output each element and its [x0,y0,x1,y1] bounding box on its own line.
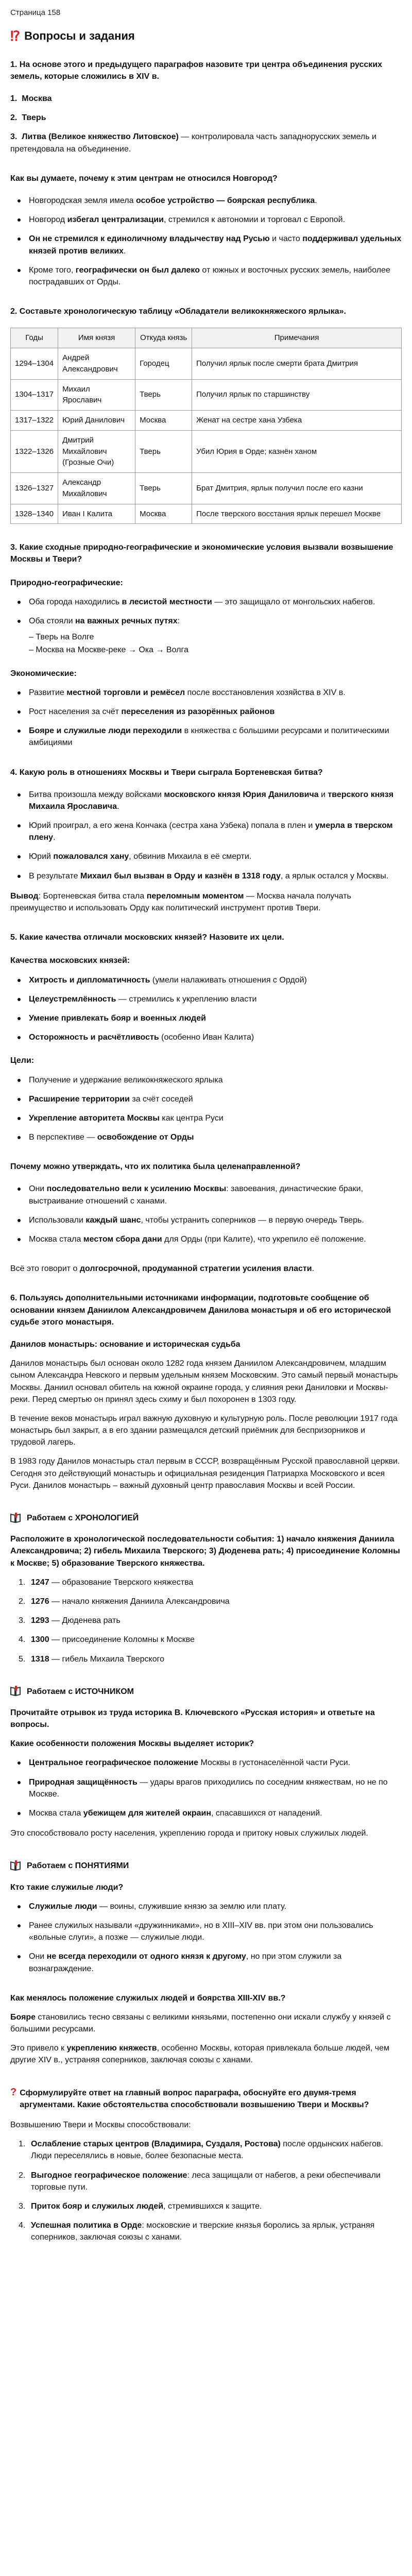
battle-conclusion: Вывод: Бортеневская битва стала переломным моментом — Москва начала получать преимущество и использовать Орду как политический инструмент против Твери. [10,891,351,913]
question-policy: Почему можно утверждать, что их политика была целенаправленной? [10,1162,301,1172]
question-mark-icon: ⁉ [10,28,21,44]
list-item: Ранее служилых называли «дружинниками», но в XIII–XIV вв. при этом они пользовались «вольные слуги», а позже — служилые люди. [10,1920,402,1943]
list-item: Битва произошла между войсками московского князя Юрия Даниловича и тверского князя Михаила Ярославича. [10,789,402,812]
concepts-question-2: Как менялось положение служилых людей и боярства XIII-XIV вв.? [10,1993,286,2003]
list-item: Развитие местной торговли и ремёсел после восстановления хозяйства в XIV в. [10,687,402,699]
list-item: Бояре и служилые люди переходили в княжества с большими ресурсами и политическими амбициями [10,725,402,749]
list-item: Оба стояли на важных речных путях: [10,615,402,627]
table-cell: Получил ярлык после смерти брата Дмитрия [192,348,402,380]
list-item: Получение и удержание великокняжеского ярлыка [10,1074,402,1086]
goals-list [10,1074,402,1144]
concepts-question-1: Кто такие служилые люди? [10,1883,124,1892]
table-row [11,348,402,380]
book-icon [10,1686,22,1697]
paragraph: Это привело к укреплению княжеств, особенно Москвы, которая привлекала больше людей, чем другие XIV в., устраняя соперников, заключая союзы с ханами. [10,2044,389,2065]
list-item: Служилые люди — воины, служившие князю за землю или плату. [10,1901,402,1912]
column-header: Имя князя [58,328,135,348]
list-item: Новгород избегал централизации, стремился к автономии и торговал с Европой. [10,214,402,226]
table-cell: Александр Михайлович [58,473,135,504]
table-cell: Тверь [135,430,192,472]
list-item: В перспективе — освобождение от Орды [10,1131,402,1143]
source-question: Какие особенности положения Москвы выделяет историк? [10,1739,254,1749]
qualities-list [10,974,402,1044]
list-item: Расширение территории за счёт соседей [10,1093,402,1105]
paragraph: В течение веков монастырь играл важную духовную и культурную роль. После революции 1917 года монастырь был закрыт, а в его здании размещался детский приёмник для беспризорников и трудовой лагерь. [10,1414,398,1447]
table-cell: 1328–1340 [11,504,58,524]
list-item: Центральное географическое положение Москвы в густонаселённой части Руси. [10,1757,402,1769]
question-mark-icon: ? [10,2086,17,2098]
table-cell: Иван I Калита [58,504,135,524]
answer-item: 3. Литва (Великое княжество Литовское) — контролировала часть западнорусских земель и претендовала на объединение. [10,132,376,154]
list-item: 1. 1247 — образование Тверского княжества [19,1578,194,1587]
q1-answers [10,93,402,155]
river-sublist [10,631,402,656]
list-item: Хитрость и дипломатичность (умели налаживать отношения с Ордой) [10,974,402,986]
battle-list [10,789,402,882]
natural-conditions-heading: Природно-географические: [10,578,123,587]
column-header: Откуда князь [135,328,192,348]
source-heading: Работаем с ИСТОЧНИКОМ [10,1686,402,1698]
table-cell: 1294–1304 [11,348,58,380]
page-title: Вопросы и задания [24,29,135,42]
list-item: 3. Приток бояр и служилых людей, стремившихся к защите. [19,2201,262,2211]
list-item: В результате Михаил был вызван в Орду и казнён в 1318 году, а ярлык остался у Москвы. [10,870,402,882]
source-list [10,1757,402,1819]
table-cell: Получил ярлык по старшинству [192,379,402,411]
novgorod-list [10,195,402,288]
list-item: Кроме того, географически он был далеко от южных и восточных русских земель, наиболее пострадавших от Орды. [10,264,402,288]
chronology-task: Расположите в хронологической последовательности события: 1) начало княжения Даниила Александровича; 2) гибель Михаила Тверского; 3) Дюденева рать; 4) присоединение Коломны к Москве; 5) образование Тверского княжества. [10,1535,400,1568]
list-item: – Москва на Москве-реке → Ока → Волга [29,646,188,655]
economic-conditions-heading: Экономические: [10,669,77,678]
table-cell: 1304–1317 [11,379,58,411]
table-cell: Михаил Ярославич [58,379,135,411]
title-row [10,28,402,44]
monastery-subtitle: Данилов монастырь: основание и историческая судьба [10,1340,241,1349]
table-cell: 1317–1322 [11,411,58,431]
list-item: Москва стала убежищем для жителей окраин, спасавшихся от нападений. [10,1807,402,1819]
table-cell: Брат Дмитрия, ярлык получил после его казни [192,473,402,504]
table-row [11,411,402,431]
book-icon [10,1860,22,1872]
table-cell: Убил Юрия в Орде; казнён ханом [192,430,402,472]
list-item: 5. 1318 — гибель Михаила Тверского [19,1654,164,1664]
list-item: Юрий пожаловался хану, обвинив Михаила в её смерти. [10,851,402,862]
list-item: Целеустремлённость — стремились к укреплению власти [10,993,402,1005]
table-cell: Женат на сестре хана Узбека [192,411,402,431]
list-item: 4. Успешная политика в Орде: московские и тверские князья боролись за ярлык, устраняя соперников, заключая союзы с ханами. [19,2221,375,2242]
column-header: Годы [11,328,58,348]
policy-list [10,1183,402,1245]
final-heading: ? Сформулируйте ответ на главный вопрос параграфа, обоснуйте его двумя-тремя аргументами. Какие обстоятельства способствовали возвышению Твери и Москвы? [10,2087,402,2111]
list-item: Рост населения за счёт переселения из разорённых районов [10,706,402,718]
natural-list [10,596,402,627]
answer-item: 1. Москва [10,94,52,104]
concepts-heading: Работаем с ПОНЯТИЯМИ [10,1860,402,1872]
list-item: Новгородская земля имела особое устройство — боярская республика. [10,195,402,207]
list-item: Москва стала местом сбора дани для Орды (при Калите), что укрепило её положение. [10,1233,402,1245]
list-item: Они последовательно вели к усилению Москвы: завоевания, династические браки, выстраивание отношений с ханами. [10,1183,402,1207]
paragraph: Данилов монастырь был основан около 1282 года князем Даниилом Александровичем, младшим сыном Александра Невского и первым удельным князем Московским. Это самый первый монастырь Москвы. Даниил основал обитель на южной окраине города, у слияния реки Даниловки и Москвы-реки. Перед смертью он принял здесь схиму и был похоронен в 1303 году. [10,1359,398,1404]
paragraph: Бояре становились тесно связаны с великими князьями, постепенно они искали службу у князей с большими ресурсами. [10,2012,391,2034]
question-4: 4. Какую роль в отношениях Москвы и Твери сыграла Бортеневская битва? [10,768,323,777]
list-item: Умение привлекать бояр и военных людей [10,1012,402,1024]
list-item: 2. 1276 — начало княжения Даниила Александровича [19,1597,230,1606]
page-label: Страница 158 [10,8,61,17]
table-cell: 1322–1326 [11,430,58,472]
chronology-heading: Работаем с ХРОНОЛОГИЕЙ [10,1512,402,1524]
list-item: Юрий проиграл, а его жена Кончака (сестра хана Узбека) попала в плен и умерла в тверском плену. [10,820,402,843]
concepts-list [10,1901,402,1975]
list-item: Использовали каждый шанс, чтобы устранить соперников — в первую очередь Тверь. [10,1214,402,1226]
table-row [11,504,402,524]
qualities-heading: Качества московских князей: [10,956,130,965]
list-item: Укрепление авторитета Москвы как центра Руси [10,1112,402,1124]
list-item: 2. Выгодное географическое положение: леса защищали от набегов, а реки обеспечивали торговые пути. [19,2171,381,2192]
rulers-table [10,328,402,524]
list-item: Осторожность и расчётливость (особенно Иван Калита) [10,1031,402,1043]
answer-item: 2. Тверь [10,113,46,123]
goals-heading: Цели: [10,1056,35,1065]
table-row [11,379,402,411]
table-cell: Юрий Данилович [58,411,135,431]
column-header: Примечания [192,328,402,348]
table-cell: После тверского восстания ярлык перешел Москве [192,504,402,524]
list-item: Он не стремился к единоличному владычеству над Русью и часто поддерживал удельных князей против великих. [10,233,402,257]
list-item: 4. 1300 — присоединение Коломны к Москве [19,1635,195,1645]
table-cell: 1326–1327 [11,473,58,504]
question-novgorod: Как вы думаете, почему к этим центрам не относился Новгород? [10,174,278,183]
table-cell: Андрей Александрович [58,348,135,380]
list-item: Оба города находились в лесистой местности — это защищало от монгольских набегов. [10,596,402,608]
source-task: Прочитайте отрывок из труда историка В. Ключевского «Русская история» и ответьте на вопросы. [10,1708,375,1730]
list-item: Природная защищённость — удары врагов приходились по соседним княжествам, но не по Москве. [10,1776,402,1800]
table-row [11,473,402,504]
table-row [11,430,402,472]
book-icon [10,1513,22,1524]
table-cell: Москва [135,411,192,431]
question-3: 3. Какие сходные природно-географические и экономические условия вызвали возвышение Москвы и Твери? [10,543,393,564]
question-2: 2. Составьте хронологическую таблицу «Обладатели великокняжеского ярлыка». [10,307,346,316]
list-item: – Тверь на Волге [29,633,94,642]
source-conclusion: Это способствовало росту населения, укреплению города и притоку новых служилых людей. [10,1829,368,1838]
table-cell: Дмитрий Михайлович (Грозные Очи) [58,430,135,472]
chronology-list [10,1577,402,1665]
final-list [10,2138,402,2243]
question-5: 5. Какие качества отличали московских князей? Назовите их цели. [10,933,284,942]
final-lead: Возвышению Твери и Москвы способствовали: [10,2121,191,2130]
table-header-row [11,328,402,348]
table-cell: Тверь [135,473,192,504]
policy-conclusion: Всё это говорит о долгосрочной, продуманной стратегии усиления власти. [10,1264,315,1274]
question-1: 1. На основе этого и предыдущего параграфов назовите три центра объединения русских земель, которые сложились в XIV в. [10,60,383,81]
list-item: 1. Ослабление старых центров (Владимира, Суздаля, Ростова) после ордынских набегов. Люди переселялись в новые, более безопасные места. [19,2140,383,2161]
list-item: Они не всегда переходили от одного князя к другому, но при этом служили за вознаграждение. [10,1951,402,1974]
table-cell: Городец [135,348,192,380]
economic-list [10,687,402,749]
table-cell: Москва [135,504,192,524]
paragraph: В 1983 году Данилов монастырь стал первым в СССР, возвращённым Русской православной церкви. Сегодня это действующий монастырь и официальная резиденция Патриарха Московского и всея Руси. Данилов монастырь – важный духовный центр православия Москвы и всей России. [10,1457,400,1490]
question-6: 6. Пользуясь дополнительными источниками информации, подготовьте сообщение об основании князем Даниилом Александровичем Даниловa монастыря и об его исторической судьбе этого монастыря. [10,1294,391,1327]
table-cell: Тверь [135,379,192,411]
list-item: 3. 1293 — Дюденева рать [19,1616,121,1625]
